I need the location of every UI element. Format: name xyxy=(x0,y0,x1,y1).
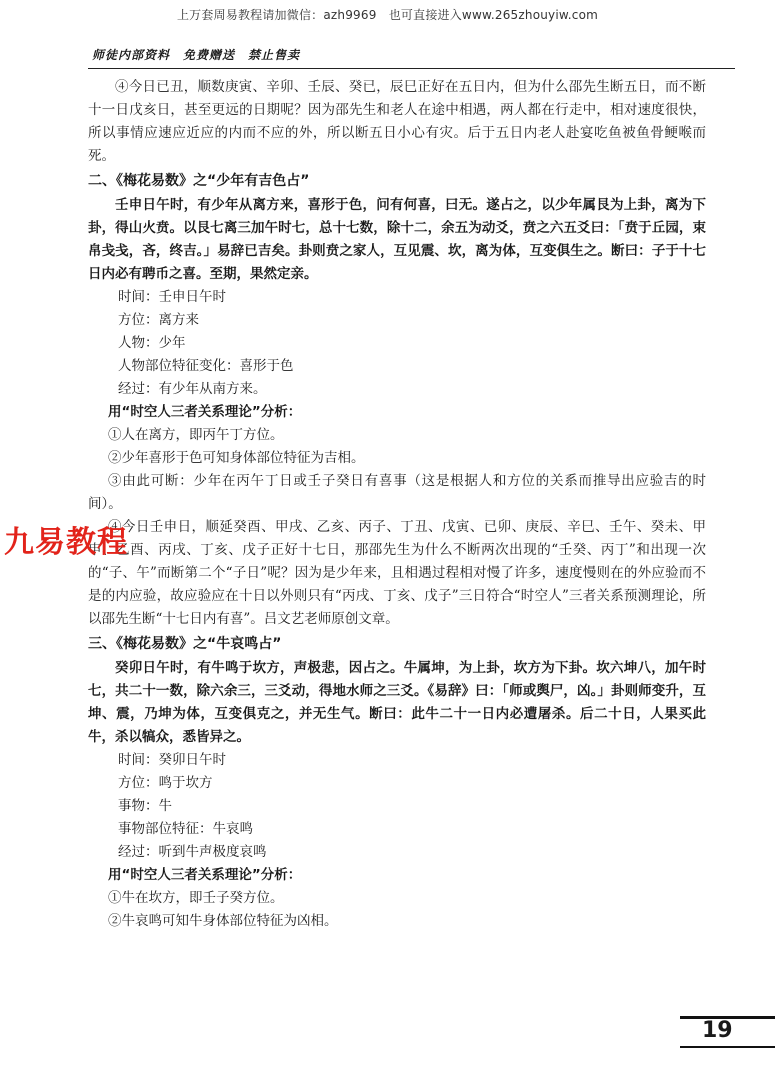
section-heading-3: 三、《梅花易数》之“牛哀鸣占” xyxy=(88,636,282,652)
info-line-feature: 事物部位特征：牛哀鸣 xyxy=(118,821,253,837)
analysis-item: ①牛在坎方，即壬子癸方位。 xyxy=(108,890,284,906)
paragraph-case3-story: 癸卯日午时，有牛鸣于坎方，声极悲，因占之。牛属坤，为上卦，坎方为下卦。坎六坤八，加午时七，共二十一数，除六余三，三爻动，得地水师之三爻。《易辞》曰：「师或舆尸，凶。」卦则师变升，互坤、震，乃坤为体，互变俱克之，并无生气。断曰：此牛二十一日内必遭屠杀。后二十日，人果买此牛，杀以犒众，悉皆异之。 xyxy=(88,660,706,745)
page-number-rule-bottom xyxy=(680,1046,775,1048)
info-line-object: 事物：牛 xyxy=(118,798,172,814)
analysis-item: ④今日壬申日，顺延癸酉、甲戌、乙亥、丙子、丁丑、戊寅、已卯、庚辰、辛巳、壬午、癸未、甲申、乙酉、丙戌、丁亥、戊子正好十七日，那邵先生为什么不断两次出现的“壬癸、丙丁”和出现一次的“子、午”而断第二个“子日”呢？因为是少年来，且相遇过程相对慢了许多，速度慢则在的外应验而不是的内应验，故应验应在十日以外则只有“丙戌、丁亥、戊子”三日符合“时空人”三者关系预测理论，所以邵先生断“十七日内有喜”。吕文艺老师原创文章。 xyxy=(88,519,706,627)
info-line-time: 时间：壬申日午时 xyxy=(118,289,226,305)
analysis-item: ②牛哀鸣可知牛身体部位特征为凶相。 xyxy=(108,913,338,929)
watermark-text: 九易教程 xyxy=(4,525,128,560)
info-line-direction: 方位：离方来 xyxy=(118,312,199,328)
analysis-item: ③由此可断：少年在丙午丁日或壬子癸日有喜事（这是根据人和方位的关系而推导出应验吉的时间）。 xyxy=(88,473,706,512)
info-line-process: 经过：有少年从南方来。 xyxy=(118,381,267,397)
info-line-feature: 人物部位特征变化：喜形于色 xyxy=(118,358,294,374)
section-heading-2: 二、《梅花易数》之“少年有吉色占” xyxy=(88,173,310,189)
info-line-person: 人物：少年 xyxy=(118,335,186,351)
analysis-title-3: 用“时空人三者关系理论”分析： xyxy=(108,867,302,883)
page-number: 19 xyxy=(702,1018,733,1043)
info-line-time: 时间：癸卯日午时 xyxy=(118,752,226,768)
header-rule xyxy=(88,68,735,69)
running-header: 师徒内部资料 免费赠送 禁止售卖 xyxy=(92,48,301,62)
analysis-title-2: 用“时空人三者关系理论”分析： xyxy=(108,404,302,420)
analysis-item: ②少年喜形于色可知身体部位特征为吉相。 xyxy=(108,450,365,466)
page-content xyxy=(88,76,706,933)
info-line-direction: 方位：鸣于坎方 xyxy=(118,775,213,791)
analysis-item: ①人在离方，即丙午丁方位。 xyxy=(108,427,284,443)
info-line-process: 经过：听到牛声极度哀鸣 xyxy=(118,844,267,860)
top-notice: 上万套周易教程请加微信：azh9969 也可直接进入www.265zhouyiw.com xyxy=(176,8,599,22)
paragraph-case2-story: 壬申日午时，有少年从离方来，喜形于色，问有何喜，曰无。遂占之，以少年属艮为上卦，离为下卦，得山火贲。以艮七离三加午时七，总十七数，除十二，余五为动爻，贲之六五爻曰：「贲于丘园，束帛戋戋，吝，终吉。」易辞已吉矣。卦则贲之家人，互见震、坎，离为体，互变俱生之。断曰：子于十七日内必有聘币之喜。至期，果然定亲。 xyxy=(88,197,706,282)
paragraph-case1-conclusion: ④今日已丑，顺数庚寅、辛卯、壬辰、癸已，辰巳正好在五日内，但为什么邵先生断五日，而不断十一日戊亥日，甚至更远的日期呢？因为邵先生和老人在途中相遇，两人都在行走中，相对速度很快，所以事情应速应近应的内而不应的外，所以断五日小心有灾。后于五日内老人赴宴吃鱼被鱼骨鲠喉而死。 xyxy=(88,79,706,164)
